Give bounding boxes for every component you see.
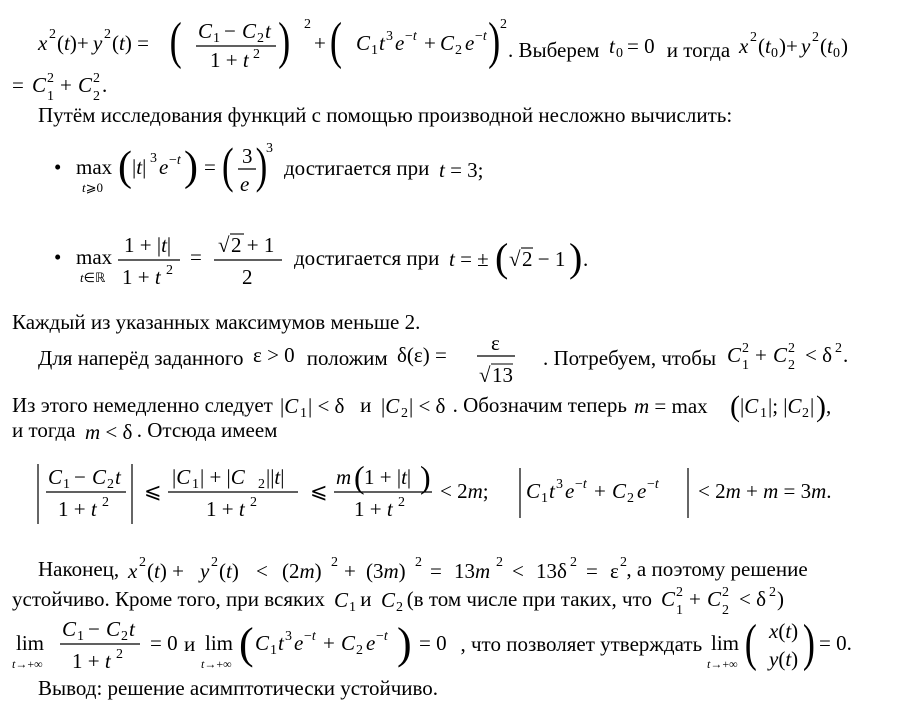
svg-text:1: 1 (541, 491, 548, 506)
svg-text:0: 0 (771, 46, 779, 61)
svg-text:): ) (777, 587, 785, 611)
equation-c1 (330, 587, 360, 615)
svg-text:< δ: < δ (739, 587, 767, 611)
svg-text:= 0: = 0 (150, 631, 178, 655)
svg-text:= 0.: = 0. (819, 631, 853, 655)
equation-max-t3 (54, 138, 276, 202)
svg-text:ε > 0: ε > 0 (252, 343, 295, 367)
svg-text:−: − (88, 617, 100, 641)
svg-text:C: C (526, 479, 541, 503)
equation-lim-ratio (12, 614, 180, 678)
svg-text:||t|: ||t| (266, 465, 285, 489)
svg-text:2: 2 (788, 341, 796, 356)
svg-text:| < δ: | < δ (308, 394, 345, 418)
equation-c2 (377, 587, 407, 615)
svg-text:max: max (76, 245, 113, 269)
svg-text:C: C (106, 617, 121, 641)
svg-text:1: 1 (63, 477, 70, 492)
svg-text:2: 2 (788, 358, 796, 373)
svg-text:3: 3 (284, 629, 292, 644)
equation-inequalities (36, 459, 866, 526)
svg-text:): ) (841, 34, 849, 58)
svg-text:C: C (62, 617, 77, 641)
svg-text:<: < (512, 559, 525, 583)
svg-text:|C: |C (740, 394, 759, 418)
svg-text:+: + (314, 31, 326, 55)
svg-text:y(t): y(t) (769, 647, 799, 671)
svg-text:1: 1 (269, 643, 277, 658)
svg-text:2: 2 (802, 406, 810, 421)
svg-text:+: + (60, 73, 72, 97)
svg-text:−t: −t (475, 29, 487, 44)
svg-text:•: • (54, 155, 62, 179)
svg-text:1: 1 (760, 406, 768, 421)
svg-text:1 + |t|: 1 + |t| (364, 465, 412, 489)
svg-text:2: 2 (355, 643, 363, 658)
svg-text:C: C (340, 631, 355, 655)
svg-text:13m: 13m (454, 559, 491, 583)
svg-text:2: 2 (253, 47, 260, 62)
svg-text:): ) (396, 619, 412, 668)
l12b-text: и (360, 586, 372, 611)
svg-text:1 + t: 1 + t (122, 265, 161, 289)
svg-text:1: 1 (213, 31, 220, 46)
l13a-text: и (184, 631, 196, 656)
svg-text:C: C (727, 343, 742, 367)
l11b-text: , а поэтому решение (626, 556, 808, 581)
svg-text:(: ( (118, 144, 132, 190)
svg-text:−: − (74, 465, 86, 489)
svg-text:|C: |C (172, 465, 191, 489)
svg-text:y: y (93, 31, 103, 55)
equation-delta-eps (393, 330, 543, 386)
svg-text:1: 1 (349, 600, 357, 615)
svg-text:3: 3 (556, 477, 563, 492)
svg-text:)+: )+ (779, 34, 799, 58)
svg-text:< 2m;: < 2m; (440, 479, 489, 503)
svg-text:−t: −t (647, 477, 659, 492)
svg-text:e: e (395, 31, 405, 55)
svg-text:2: 2 (211, 555, 219, 570)
svg-text:lim: lim (711, 631, 740, 655)
l11a-text: Наконец, (38, 556, 120, 581)
svg-text:(: ( (169, 11, 182, 70)
svg-text:2: 2 (116, 647, 123, 662)
svg-text:⩽: ⩽ (310, 479, 328, 503)
l8a-text: Из этого немедленно следует (12, 392, 273, 417)
svg-text:e: e (293, 631, 303, 655)
svg-text:2: 2 (676, 585, 684, 600)
svg-text:2 + 1: 2 + 1 (231, 233, 275, 257)
svg-text:C: C (32, 73, 47, 97)
svg-text:.: . (582, 247, 588, 271)
svg-text:(t) +: (t) + (147, 559, 185, 583)
svg-text:2: 2 (415, 555, 423, 570)
equation-c1c2-squares (12, 72, 132, 102)
svg-text:2: 2 (620, 555, 628, 570)
svg-text:2: 2 (722, 585, 730, 600)
l7a-text: Для наперёд заданного (38, 346, 244, 370)
svg-text:1: 1 (192, 477, 199, 492)
svg-text:|C: |C (380, 394, 399, 418)
svg-text:13δ: 13δ (536, 559, 568, 583)
equation-sum-of-squares (38, 11, 508, 74)
bullet-2-reached-text: достигается при (294, 245, 440, 270)
svg-text:(: ( (730, 390, 741, 423)
svg-text:): ) (184, 144, 198, 190)
svg-text:2: 2 (107, 477, 114, 492)
svg-text:2: 2 (47, 71, 54, 86)
svg-text:| < δ: | < δ (408, 394, 446, 418)
svg-text:=: = (430, 559, 443, 583)
svg-text:C: C (92, 465, 107, 489)
svg-text:3: 3 (266, 141, 273, 156)
svg-text:−: − (224, 19, 236, 43)
svg-text:= 0: = 0 (626, 34, 655, 58)
svg-text:lim: lim (204, 631, 233, 655)
svg-text:0: 0 (833, 46, 841, 61)
svg-text:+: + (344, 559, 357, 583)
svg-text:,: , (826, 394, 832, 418)
svg-text:−t: −t (303, 629, 316, 644)
svg-text:2: 2 (104, 27, 111, 42)
svg-text:): ) (816, 390, 827, 423)
bullet-item-1 (54, 138, 503, 202)
equation-abs-c2 (377, 392, 459, 422)
svg-text:2: 2 (835, 341, 843, 356)
svg-text:C: C (661, 587, 676, 611)
svg-text:t: t (115, 465, 121, 489)
equation-eps-positive (249, 340, 307, 370)
svg-text:C: C (334, 588, 349, 612)
svg-text:3: 3 (242, 144, 253, 168)
svg-text:+: + (689, 587, 702, 611)
equation-lim-vector (707, 614, 857, 678)
svg-text:): ) (568, 235, 582, 280)
svg-text:1 + t: 1 + t (58, 497, 97, 521)
equation-t-pm (445, 235, 595, 285)
svg-text:e: e (565, 479, 575, 503)
svg-text:): ) (488, 11, 501, 70)
svg-text:1: 1 (676, 603, 684, 618)
svg-text:0: 0 (615, 46, 623, 61)
svg-text:t: t (608, 34, 615, 58)
svg-text:x: x (128, 559, 138, 583)
svg-text:.: . (102, 73, 108, 97)
svg-text:2: 2 (102, 495, 109, 510)
svg-text:1: 1 (742, 358, 750, 373)
svg-text:13: 13 (491, 363, 513, 387)
l9b-text: . Отсюда имеем (136, 418, 278, 442)
svg-text:2: 2 (742, 341, 750, 356)
svg-text:): ) (255, 139, 268, 194)
svg-text:(: ( (494, 235, 508, 280)
svg-text:2: 2 (398, 495, 405, 510)
svg-text:2: 2 (121, 629, 128, 644)
svg-text:2: 2 (250, 495, 257, 510)
svg-text:m = max: m = max (634, 394, 708, 418)
svg-text:√: √ (508, 247, 521, 271)
equation-final-sum (124, 556, 670, 586)
l7b-text: положим (306, 346, 388, 370)
svg-text:2: 2 (166, 263, 173, 278)
svg-text:e: e (240, 172, 250, 196)
svg-text:√: √ (478, 363, 491, 387)
svg-text:−t: −t (575, 477, 587, 492)
equation-c-lt-delta (721, 338, 871, 372)
svg-text:x: x (739, 34, 749, 58)
svg-text:x(t): x(t) (769, 619, 799, 643)
equation-line-2 (12, 72, 132, 102)
svg-text:2: 2 (304, 17, 311, 32)
svg-text:ε: ε (490, 331, 500, 355)
l13b-text: , что позволяет утверждать (460, 631, 703, 656)
svg-text:t∈ℝ: t∈ℝ (80, 270, 106, 285)
paragraph-finally (38, 556, 808, 586)
svg-text:2: 2 (812, 30, 820, 45)
svg-text:ε: ε (610, 559, 620, 583)
svg-text:C: C (242, 19, 257, 43)
svg-text:t: t (277, 631, 284, 655)
svg-text:⩽: ⩽ (144, 479, 162, 503)
svg-text:C: C (254, 631, 269, 655)
svg-text:t⩾0: t⩾0 (82, 180, 104, 195)
paragraph-epsilon-delta (38, 330, 871, 386)
svg-text:C: C (612, 479, 627, 503)
svg-text:3: 3 (150, 151, 157, 166)
svg-text:|; |C: |; |C (768, 394, 802, 418)
l1-tail-text: . Выберем (508, 38, 600, 62)
svg-text:C: C (78, 73, 93, 97)
paragraph-maximums-less: Каждый из указанных максимумов меньше 2. (12, 310, 421, 334)
svg-text:2: 2 (139, 555, 147, 570)
svg-text:e: e (465, 31, 475, 55)
svg-text:(t)+: (t)+ (57, 31, 89, 55)
svg-text:<: < (256, 559, 269, 583)
svg-text:+: + (322, 631, 335, 655)
svg-text:e: e (159, 155, 169, 179)
svg-text:2: 2 (455, 43, 462, 58)
equation-limits-line (12, 614, 857, 678)
svg-text:t = ±: t = ± (448, 247, 489, 271)
svg-text:(: ( (745, 613, 758, 672)
svg-text:=: = (190, 245, 202, 269)
svg-text:(: ( (354, 459, 365, 495)
svg-text:2 − 1: 2 − 1 (521, 247, 565, 271)
svg-text:2: 2 (93, 71, 100, 86)
svg-text:2: 2 (627, 491, 634, 506)
svg-text:+: + (424, 31, 436, 55)
svg-text:t: t (549, 479, 555, 503)
svg-text:+: + (594, 479, 606, 503)
svg-text:•: • (54, 245, 62, 269)
svg-text:2: 2 (722, 603, 730, 618)
svg-text:2: 2 (395, 600, 403, 615)
svg-text:=: = (586, 559, 599, 583)
svg-text:C: C (356, 31, 371, 55)
svg-text:lim: lim (16, 631, 45, 655)
svg-text:t→+∞: t→+∞ (200, 657, 232, 671)
svg-text:(: ( (329, 11, 343, 70)
svg-text:2: 2 (242, 265, 253, 289)
svg-text:=: = (204, 155, 216, 179)
svg-text:t: t (265, 19, 271, 43)
svg-text:(t) =: (t) = (112, 31, 149, 55)
svg-text:| + |C: | + |C (200, 465, 245, 489)
l8c-text: . Обозначим теперь (452, 392, 627, 417)
svg-text:2: 2 (49, 27, 56, 42)
svg-text:(: ( (222, 139, 234, 194)
svg-text:e: e (365, 631, 375, 655)
svg-text:= 0: = 0 (418, 631, 447, 655)
equation-initial-sum (735, 31, 885, 61)
svg-text:C: C (440, 31, 455, 55)
svg-text:(t): (t) (219, 559, 240, 583)
svg-text:x: x (38, 31, 48, 55)
paragraph-and-then (12, 418, 277, 445)
svg-text:e: e (637, 479, 647, 503)
paragraph-stable (12, 584, 797, 618)
svg-text:m < δ: m < δ (84, 420, 133, 445)
svg-text:C: C (380, 588, 395, 612)
svg-text:y: y (200, 559, 210, 583)
svg-text:2: 2 (570, 555, 578, 570)
svg-text:m: m (336, 465, 352, 489)
svg-text:t: t (379, 31, 385, 55)
svg-text:C: C (198, 19, 213, 43)
svg-text:2: 2 (496, 555, 504, 570)
svg-text:1: 1 (371, 43, 378, 58)
svg-text:1 + t: 1 + t (72, 649, 111, 673)
equation-abs-c1 (278, 392, 360, 422)
svg-text:3: 3 (386, 29, 393, 44)
svg-text:< 2m + m = 3m.: < 2m + m = 3m. (698, 479, 832, 503)
svg-text:C: C (707, 587, 722, 611)
svg-text:δ(ε) =: δ(ε) = (396, 343, 447, 367)
svg-text:|C: |C (280, 394, 299, 418)
bullet-item-2 (54, 224, 595, 296)
equation-lim-sum (201, 614, 469, 678)
svg-text:< δ: < δ (805, 343, 833, 367)
svg-text:=: = (12, 73, 24, 97)
l7c-text: . Потребуем, чтобы (542, 346, 717, 370)
l1-and-then-text: и тогда (666, 38, 731, 62)
l12c-text: (в том числе при таких, что (406, 586, 652, 611)
svg-text:max: max (76, 155, 113, 179)
svg-text:2: 2 (93, 89, 100, 104)
equation-line-1 (38, 11, 885, 74)
svg-text:1 + t: 1 + t (354, 497, 393, 521)
svg-text:t→+∞: t→+∞ (12, 657, 43, 671)
svg-text:√: √ (218, 233, 230, 257)
svg-text:t = 3;: t = 3; (438, 158, 484, 182)
svg-text:1 + t: 1 + t (210, 48, 249, 72)
svg-text:1 + t: 1 + t (206, 497, 245, 521)
svg-text:2: 2 (400, 406, 408, 421)
svg-text:(2m): (2m) (282, 559, 323, 583)
svg-text:t→+∞: t→+∞ (707, 657, 739, 671)
svg-text:−t: −t (405, 29, 417, 44)
paragraph-conclusion: Вывод: решение асимптотически устойчиво. (38, 676, 439, 700)
paragraph-functions-investigation: Путём исследования функций с помощью производной несложно вычислить: (38, 103, 733, 127)
equation-m-def (632, 390, 832, 424)
l9a-text: и тогда (12, 418, 76, 442)
svg-text:t: t (129, 617, 135, 641)
equation-max-ratio (54, 224, 286, 296)
svg-text:1: 1 (300, 406, 308, 421)
svg-text:C: C (48, 465, 63, 489)
svg-text:): ) (420, 459, 431, 495)
equation-t0 (605, 31, 667, 61)
svg-text:C: C (773, 343, 788, 367)
svg-text:2: 2 (500, 17, 507, 32)
svg-text:|: | (810, 394, 815, 418)
svg-text:(t: (t (758, 34, 772, 58)
svg-text:+: + (755, 343, 768, 367)
svg-text:1: 1 (77, 629, 84, 644)
svg-text:): ) (278, 11, 291, 70)
svg-text:2: 2 (750, 30, 758, 45)
equation-t-eq-3 (435, 155, 503, 185)
svg-text:2: 2 (769, 585, 777, 600)
svg-text:1 + |t|: 1 + |t| (124, 233, 172, 257)
svg-text:2: 2 (257, 31, 264, 46)
svg-text:): ) (803, 613, 816, 672)
svg-text:.: . (843, 343, 849, 367)
svg-text:2: 2 (331, 555, 339, 570)
svg-text:1: 1 (47, 89, 54, 104)
equation-m-lt-delta (81, 419, 143, 445)
svg-text:(3m): (3m) (366, 559, 407, 583)
svg-text:(t: (t (820, 34, 834, 58)
equation-main-inequality (36, 459, 866, 526)
svg-text:2: 2 (258, 477, 265, 492)
svg-text:(: ( (238, 619, 254, 668)
svg-text:−t: −t (375, 629, 388, 644)
l12a-text: устойчиво. Кроме того, при всяких (12, 586, 325, 611)
svg-text:|t|: |t| (132, 155, 147, 179)
equation-c-lt-delta-paren (657, 584, 797, 618)
svg-text:y: y (801, 34, 811, 58)
svg-text:−t: −t (169, 153, 181, 168)
l8b-text: и (360, 392, 372, 417)
bullet-1-reached-text: достигается при (284, 155, 430, 180)
